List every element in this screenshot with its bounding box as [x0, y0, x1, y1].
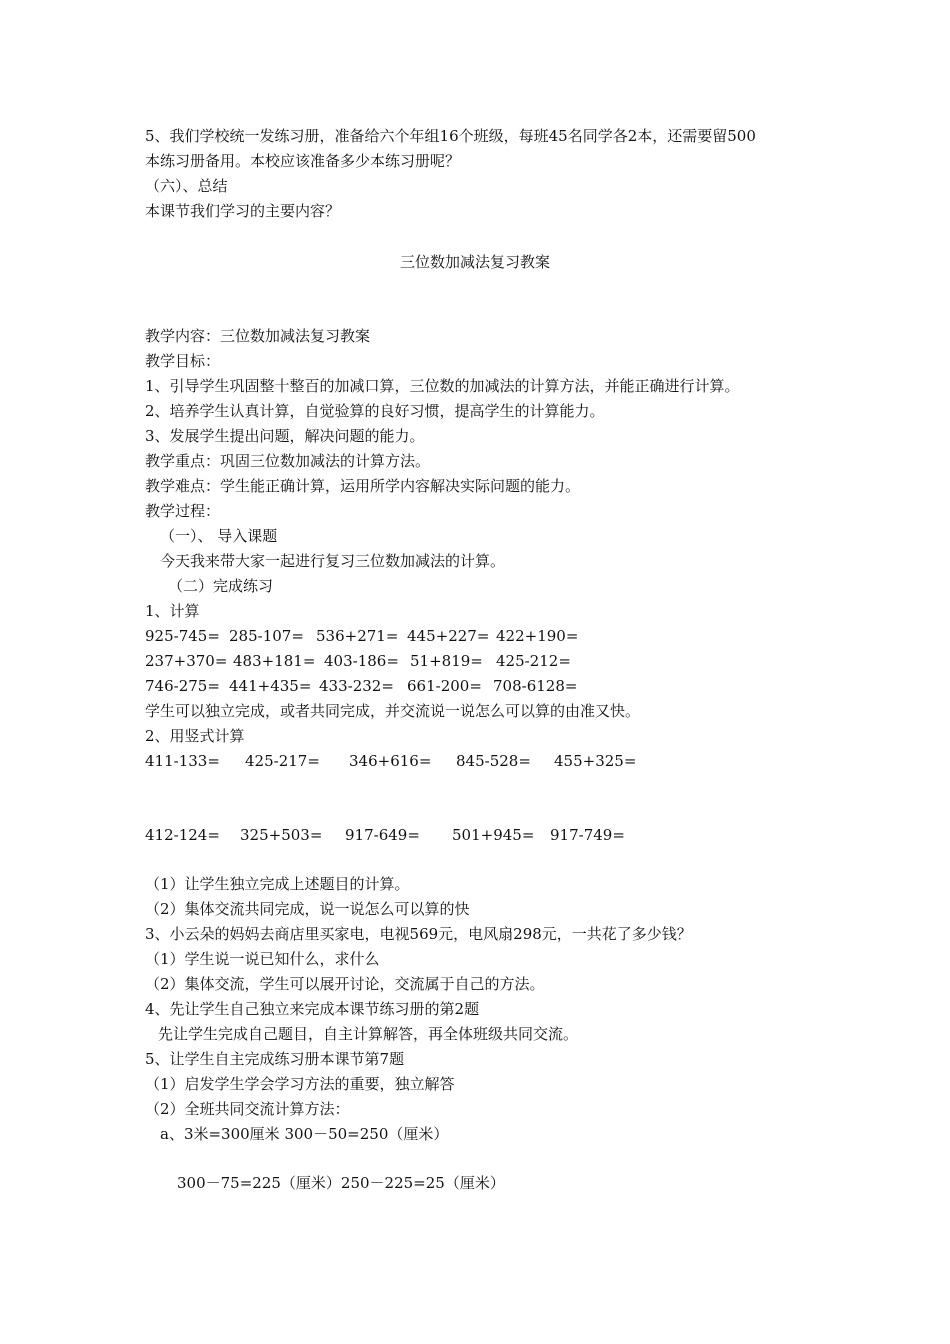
calc-expression: 746-275=: [145, 677, 220, 695]
teaching-content: 教学内容：三位数加减法复习教案: [145, 327, 371, 345]
goal-item: 2、培养学生认真计算，自觉验算的良好习惯，提高学生的计算能力。: [145, 402, 605, 420]
calc-expression: 237+370=: [145, 652, 228, 670]
question-5-note: （1）启发学生学会学习方法的重要，独立解答: [145, 1075, 455, 1093]
prev-question-5-line-2: 本练习册备用。本校应该准备多少本练习册呢？: [145, 152, 461, 170]
calc-expression: 536+271=: [316, 627, 399, 645]
question-5: 5、让学生自主完成练习册本课节第7题: [145, 1050, 405, 1068]
calc-expression: 925-745=: [145, 627, 220, 645]
vertical-heading: 2、用竖式计算: [145, 727, 245, 745]
goals-heading: 教学目标：: [145, 352, 221, 370]
question-4: 4、先让学生自己独立来完成本课节练习册的第2题: [145, 1000, 480, 1018]
vertical-expression: 325+503=: [240, 826, 323, 844]
goal-item: 3、发展学生提出问题，解决问题的能力。: [145, 427, 425, 445]
vertical-expression: 411-133=: [145, 752, 220, 770]
calc-expression: 285-107=: [229, 627, 304, 645]
prev-question-5-line-1: 5、我们学校统一发练习册，准备给六个年组16个班级，每班45名同学各2本，还需要留500: [145, 127, 756, 145]
vertical-expression: 412-124=: [145, 826, 220, 844]
key-point: 教学重点：巩固三位数加减法的计算方法。: [145, 452, 431, 470]
difficulty: 教学难点：学生能正确计算，运用所学内容解决实际问题的能力。: [145, 477, 581, 495]
vertical-expression: 845-528=: [456, 752, 531, 770]
calc-expression: 483+181=: [233, 652, 316, 670]
question-3-note: （1）学生说一说已知什么，求什么: [145, 950, 380, 968]
calc-expression: 422+190=: [496, 627, 579, 645]
goal-item: 1、引导学生巩固整十整百的加减口算，三位数的加减法的计算方法，并能正确进行计算。: [145, 377, 740, 395]
calc-step-a-continued: 300－75=225（厘米）250－225=25（厘米）: [177, 1174, 505, 1192]
summary-heading: （六）、总结: [145, 177, 228, 195]
calc-expression: 445+227=: [407, 627, 490, 645]
calc-expression: 441+435=: [229, 677, 312, 695]
document-title: 三位数加减法复习教案: [399, 253, 550, 271]
vertical-expression: 455+325=: [554, 752, 637, 770]
calc-expression: 708-6128=: [493, 677, 578, 695]
summary-text: 本课节我们学习的主要内容？: [145, 202, 341, 220]
vertical-expression: 346+616=: [349, 752, 432, 770]
intro-heading: （一）、 导入课题: [160, 527, 278, 545]
calc-expression: 403-186=: [324, 652, 399, 670]
vertical-expression: 917-649=: [345, 826, 420, 844]
question-3-note: （2）集体交流，学生可以展开讨论，交流属于自己的方法。: [145, 975, 545, 993]
intro-text: 今天我来带大家一起进行复习三位数加减法的计算。: [160, 552, 506, 570]
vertical-expression: 917-749=: [550, 826, 625, 844]
vertical-note: （2）集体交流共同完成，说一说怎么可以算的快: [145, 900, 470, 918]
process-heading: 教学过程：: [145, 502, 221, 520]
calc-heading: 1、计算: [145, 602, 200, 620]
calc-step-a: a、3米=300厘米 300－50=250（厘米）: [160, 1125, 449, 1143]
question-3: 3、小云朵的妈妈去商店里买家电，电视569元，电风扇298元，一共花了多少钱？: [145, 925, 692, 943]
calc-expression: 433-232=: [319, 677, 394, 695]
calc-expression: 661-200=: [407, 677, 482, 695]
calc-expression: 425-212=: [496, 652, 571, 670]
practice-heading: （二）完成练习: [168, 577, 274, 595]
vertical-expression: 501+945=: [452, 826, 535, 844]
calc-expression: 51+819=: [410, 652, 483, 670]
question-4-note: 先让学生完成自己题目，自主计算解答，再全体班级共同交流。: [158, 1025, 579, 1043]
calc-note: 学生可以独立完成，或者共同完成，并交流说一说怎么可以算的由准又快。: [145, 702, 641, 720]
vertical-expression: 425-217=: [245, 752, 320, 770]
question-5-note: （2）全班共同交流计算方法：: [145, 1100, 350, 1118]
vertical-note: （1）让学生独立完成上述题目的计算。: [145, 875, 410, 893]
